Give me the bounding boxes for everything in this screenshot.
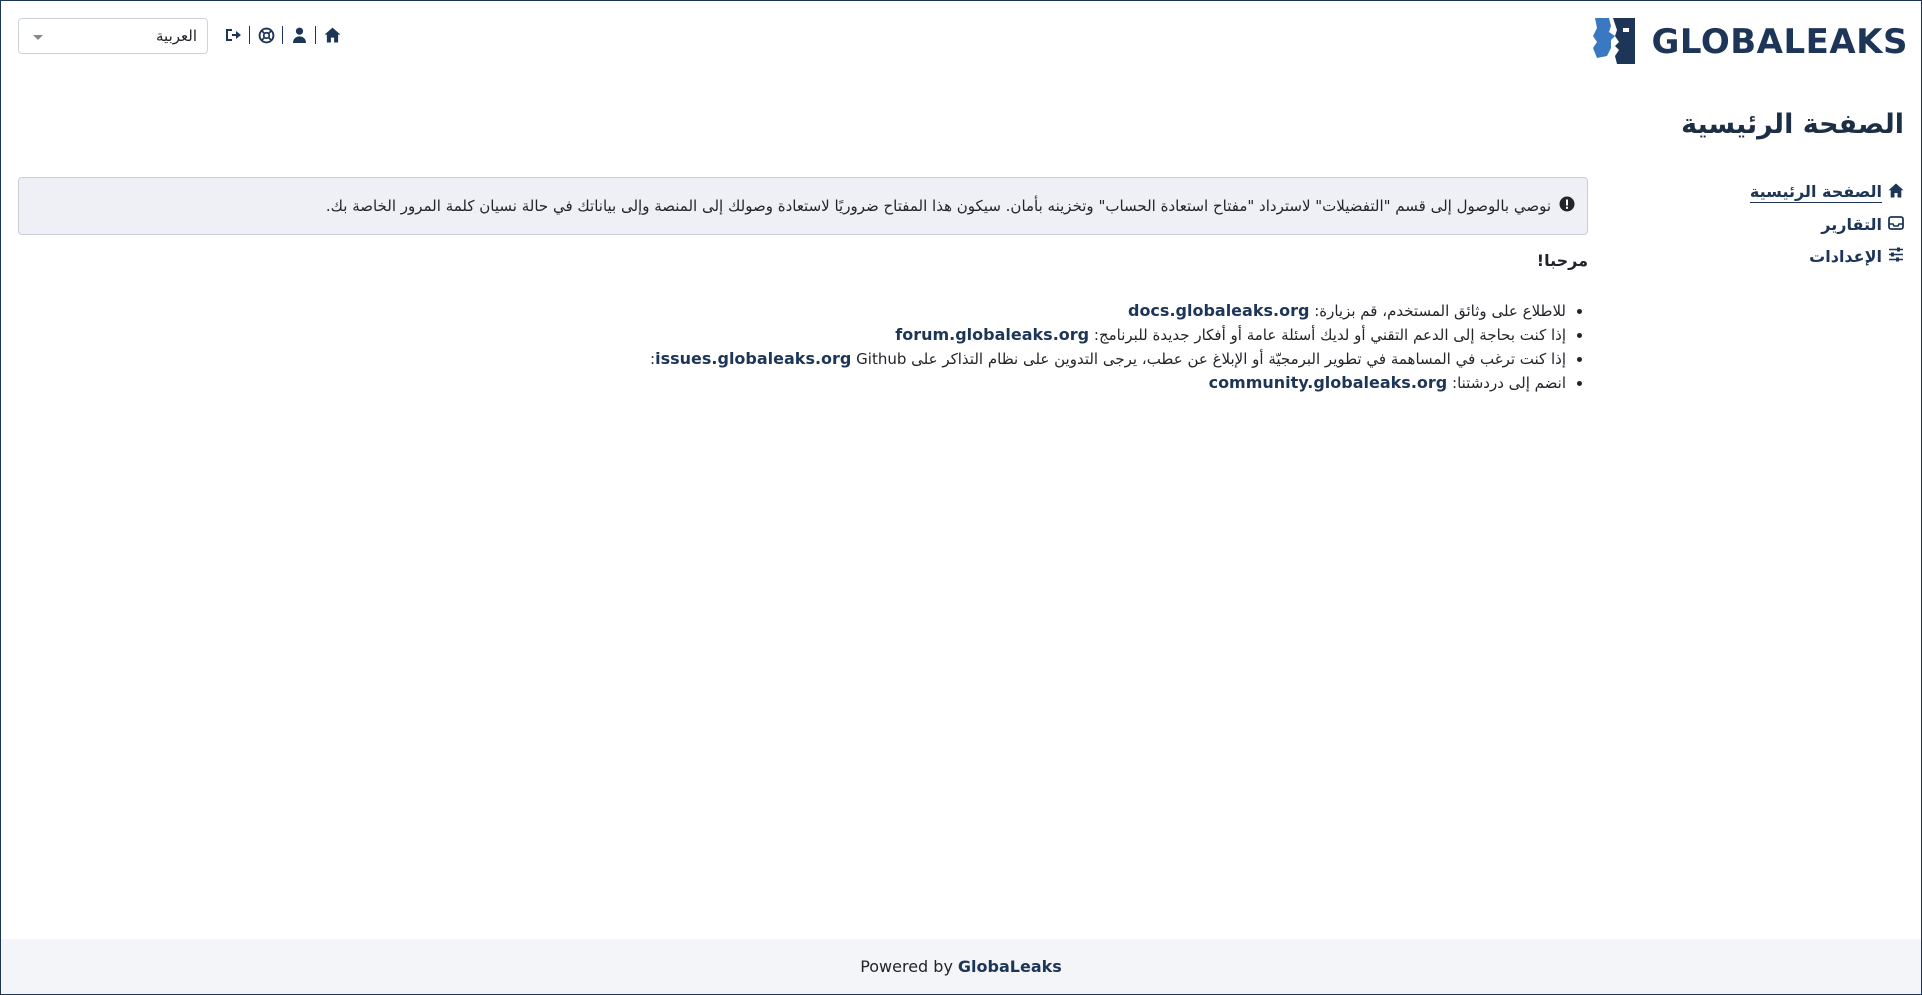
home-icon[interactable] [322, 25, 342, 45]
divider [249, 26, 250, 44]
list-item [28, 371, 1566, 395]
list-item [28, 323, 1566, 347]
sidebar-item-reports[interactable] [1704, 208, 1904, 240]
logo-text: GLOBALEAKS [1651, 22, 1908, 62]
list-item-text: إذا كنت ترغب في المساهمة في تطوير البرمجيّة أو الإبلاغ عن عطب، يرجى التدوين على نظام التذاكر على [911, 350, 1566, 368]
forum-link[interactable]: forum.globaleaks.org [895, 325, 1090, 344]
home-icon [1888, 183, 1904, 202]
community-link[interactable]: community.globaleaks.org [1208, 373, 1448, 392]
page-title: الصفحة الرئيسية [1681, 109, 1904, 140]
sidebar-item-label: التقارير [1821, 214, 1882, 234]
user-icon[interactable] [289, 25, 309, 45]
globaleaks-logo[interactable] [1587, 15, 1908, 69]
exclamation-circle-icon [1559, 196, 1575, 216]
sidebar [1704, 176, 1904, 272]
sidebar-item-home[interactable] [1704, 176, 1904, 208]
sliders-icon [1888, 247, 1904, 266]
recovery-key-alert [18, 177, 1588, 235]
sidebar-item-label: الإعدادات [1809, 246, 1882, 266]
alert-message: نوصي بالوصول إلى قسم "التفضيلات" لاسترداد "مفتاح استعادة الحساب" وتخزينه بأمان. سيكون هذا المفتاح ضروريًا لاستعادة وصولك إلى المنصة وإلى بياناتك في حالة نسيان كلمة المرور الخاصة بك. [325, 197, 1551, 215]
docs-link[interactable]: docs.globaleaks.org [1127, 301, 1310, 320]
logout-icon[interactable] [223, 25, 243, 45]
list-item-suffix: Github: [650, 350, 907, 368]
help-icon[interactable] [256, 25, 276, 45]
footer-prefix: Powered by [860, 957, 953, 976]
list-item-text: إذا كنت بحاجة إلى الدعم التقني أو لديك أسئلة عامة أو أفكار جديدة للبرنامج: [1093, 326, 1566, 344]
list-item [28, 347, 1566, 371]
sidebar-item-settings[interactable] [1704, 240, 1904, 272]
language-select[interactable] [18, 18, 208, 54]
chevron-down-icon [33, 35, 43, 40]
welcome-heading: مرحبا! [1536, 251, 1588, 270]
footer [1, 939, 1921, 994]
info-list [28, 299, 1588, 395]
header [1, 1, 1921, 81]
list-item [28, 299, 1566, 323]
divider [282, 26, 283, 44]
list-item-text: للاطلاع على وثائق المستخدم، قم بزيارة: [1314, 302, 1566, 320]
issues-link[interactable]: issues.globaleaks.org [655, 349, 852, 368]
inbox-icon [1888, 215, 1904, 234]
divider [315, 26, 316, 44]
sidebar-item-label: الصفحة الرئيسية [1749, 181, 1882, 201]
globaleaks-logo-icon [1587, 16, 1639, 68]
language-select-value: العربية [156, 27, 197, 45]
top-links [223, 24, 342, 46]
list-item-text: انضم إلى دردشتنا: [1452, 374, 1566, 392]
footer-link[interactable]: GlobaLeaks [957, 957, 1062, 976]
